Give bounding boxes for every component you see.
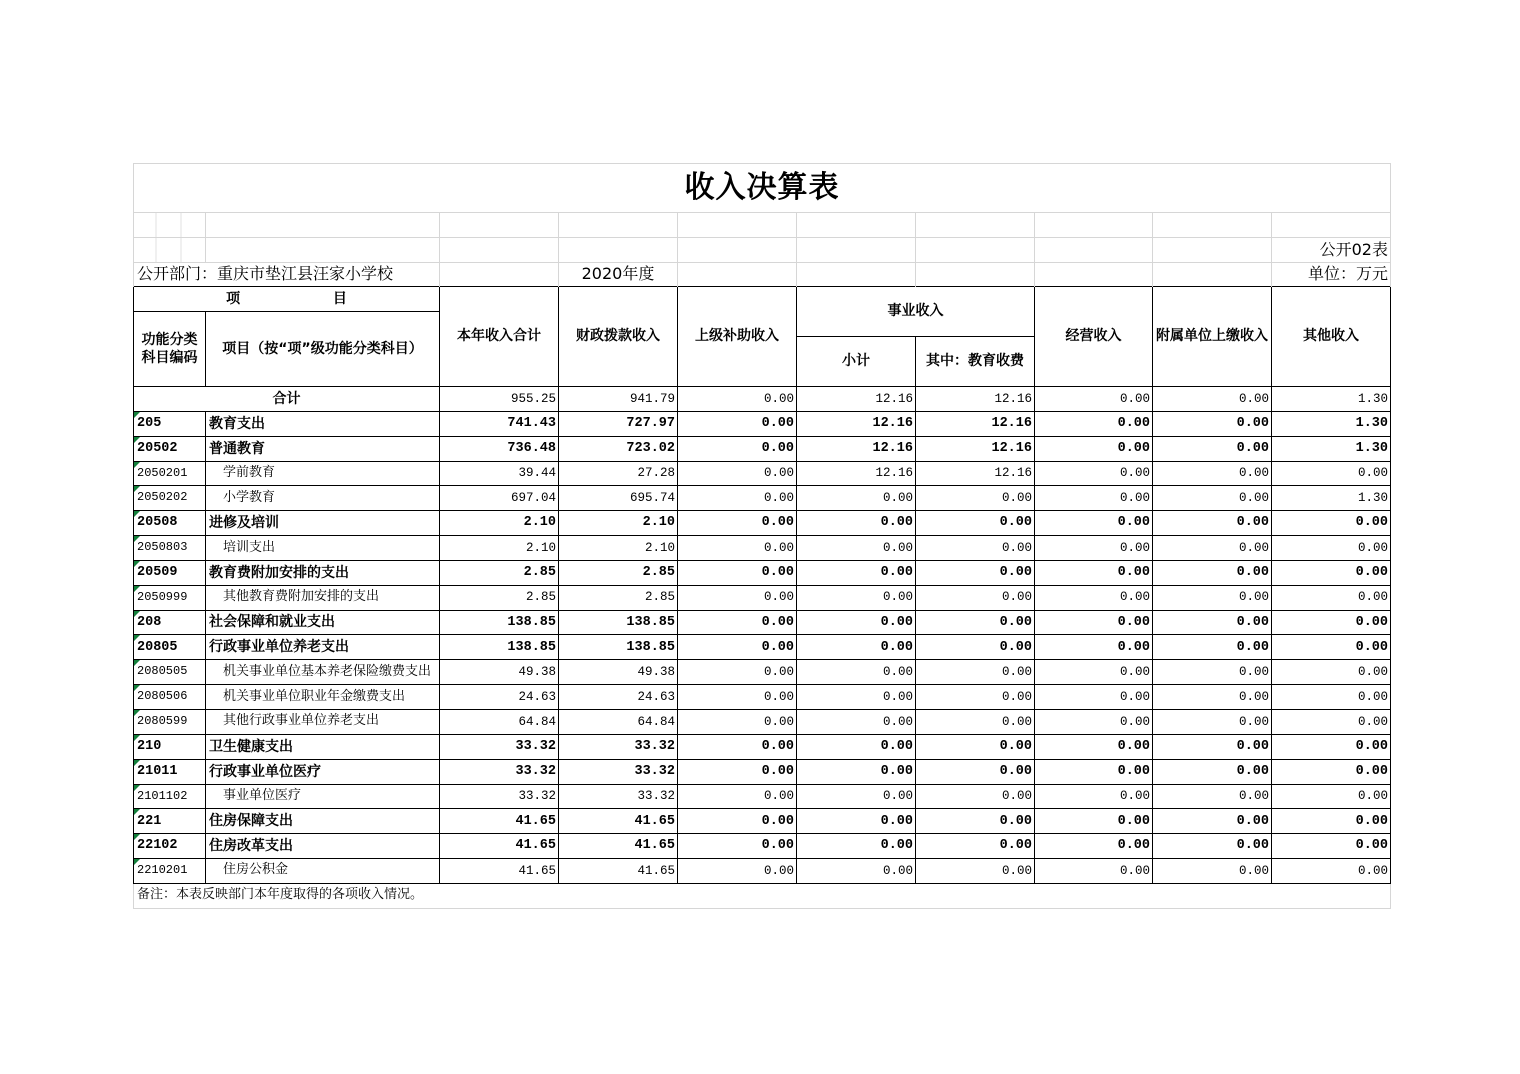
row-value: 33.32	[440, 759, 559, 784]
blank-cell	[134, 238, 206, 263]
row-value: 0.00	[1153, 784, 1272, 809]
table-title: 收入决算表	[134, 164, 1391, 213]
row-value: 0.00	[1272, 784, 1391, 809]
row-value: 0.00	[1272, 759, 1391, 784]
row-value: 0.00	[678, 809, 797, 834]
row-value: 0.00	[797, 486, 916, 511]
row-value: 39.44	[440, 461, 559, 486]
row-value: 1.30	[1272, 486, 1391, 511]
row-code: 20508	[134, 511, 206, 536]
row-value: 0.00	[1153, 486, 1272, 511]
row-value: 0.00	[1153, 759, 1272, 784]
row-value: 0.00	[1153, 635, 1272, 660]
form-number-row	[134, 238, 1391, 263]
table-row	[134, 859, 1391, 884]
blank-row	[134, 213, 1391, 238]
row-value: 41.65	[559, 809, 678, 834]
row-value: 0.00	[1153, 834, 1272, 859]
row-value: 0.00	[916, 486, 1035, 511]
row-code: 2210201	[134, 859, 206, 884]
blank-cell	[916, 263, 1035, 287]
row-value: 49.38	[559, 660, 678, 685]
row-value: 0.00	[1272, 560, 1391, 585]
row-value: 0.00	[797, 859, 916, 884]
blank-cell	[134, 213, 206, 238]
header-business-income: 事业收入	[797, 287, 1035, 337]
row-value: 0.00	[1035, 436, 1153, 461]
row-value: 0.00	[678, 859, 797, 884]
row-value: 138.85	[440, 635, 559, 660]
row-value: 2.85	[440, 585, 559, 610]
blank-cell	[678, 238, 797, 263]
row-name: 住房公积金	[206, 859, 440, 884]
row-value: 0.00	[678, 560, 797, 585]
row-name: 普通教育	[206, 436, 440, 461]
row-value: 0.00	[797, 685, 916, 710]
row-value: 0.00	[1272, 685, 1391, 710]
row-value: 33.32	[440, 734, 559, 759]
row-value: 0.00	[1153, 461, 1272, 486]
row-value: 0.00	[1272, 859, 1391, 884]
row-value: 0.00	[678, 486, 797, 511]
row-value: 0.00	[1272, 809, 1391, 834]
row-value: 0.00	[1035, 809, 1153, 834]
row-value: 0.00	[678, 784, 797, 809]
row-value: 0.00	[797, 734, 916, 759]
table-note: 备注：本表反映部门本年度取得的各项收入情况。	[134, 883, 1391, 908]
blank-cell	[916, 213, 1035, 238]
row-value: 138.85	[559, 610, 678, 635]
blank-cell	[440, 238, 559, 263]
row-value: 0.00	[916, 585, 1035, 610]
row-value: 0.00	[678, 511, 797, 536]
total-value: 12.16	[916, 387, 1035, 412]
row-value: 0.00	[678, 610, 797, 635]
row-value: 0.00	[678, 685, 797, 710]
blank-cell	[440, 213, 559, 238]
row-value: 0.00	[916, 610, 1035, 635]
row-value: 0.00	[916, 560, 1035, 585]
row-value: 24.63	[440, 685, 559, 710]
table-rows	[134, 411, 1391, 883]
row-value: 0.00	[916, 511, 1035, 536]
row-value: 0.00	[678, 461, 797, 486]
department-label: 公开部门：重庆市垫江县汪家小学校	[134, 263, 440, 287]
row-value: 0.00	[1153, 734, 1272, 759]
department-row	[134, 263, 1391, 287]
row-name: 机关事业单位职业年金缴费支出	[206, 685, 440, 710]
header-education-fees: 其中：教育收费	[916, 337, 1035, 387]
blank-cell	[678, 213, 797, 238]
row-value: 0.00	[1035, 759, 1153, 784]
blank-cell	[206, 238, 440, 263]
header-fiscal-allocation: 财政拨款收入	[559, 287, 678, 387]
row-value: 0.00	[1035, 560, 1153, 585]
blank-cell	[559, 238, 678, 263]
row-value: 12.16	[797, 411, 916, 436]
table-row	[134, 536, 1391, 561]
row-value: 12.16	[916, 436, 1035, 461]
row-value: 0.00	[1153, 610, 1272, 635]
row-value: 0.00	[1153, 660, 1272, 685]
row-value: 0.00	[916, 709, 1035, 734]
table-row	[134, 809, 1391, 834]
row-value: 2.10	[559, 511, 678, 536]
row-name: 小学教育	[206, 486, 440, 511]
row-value: 0.00	[1035, 610, 1153, 635]
row-value: 697.04	[440, 486, 559, 511]
row-value: 0.00	[797, 511, 916, 536]
row-value: 0.00	[1272, 461, 1391, 486]
table-row	[134, 709, 1391, 734]
row-value: 0.00	[916, 685, 1035, 710]
table-row	[134, 511, 1391, 536]
total-value: 1.30	[1272, 387, 1391, 412]
total-value: 955.25	[440, 387, 559, 412]
table-row	[134, 610, 1391, 635]
total-value: 0.00	[678, 387, 797, 412]
row-value: 0.00	[916, 834, 1035, 859]
row-value: 0.00	[916, 859, 1035, 884]
row-value: 41.65	[440, 834, 559, 859]
header-code: 功能分类 科目编码	[134, 312, 206, 387]
blank-cell	[916, 238, 1035, 263]
row-value: 0.00	[1035, 859, 1153, 884]
table-row	[134, 585, 1391, 610]
table-header	[134, 287, 1391, 387]
row-value: 0.00	[1035, 585, 1153, 610]
row-value: 0.00	[916, 635, 1035, 660]
blank-cell	[1153, 213, 1272, 238]
row-value: 33.32	[559, 784, 678, 809]
row-value: 0.00	[1272, 635, 1391, 660]
row-code: 208	[134, 610, 206, 635]
row-value: 0.00	[797, 560, 916, 585]
row-value: 0.00	[1153, 859, 1272, 884]
total-row	[134, 387, 1391, 412]
row-value: 0.00	[1272, 511, 1391, 536]
row-value: 0.00	[916, 734, 1035, 759]
row-value: 1.30	[1272, 436, 1391, 461]
row-value: 723.02	[559, 436, 678, 461]
row-name: 事业单位医疗	[206, 784, 440, 809]
row-value: 0.00	[1153, 411, 1272, 436]
row-value: 12.16	[916, 461, 1035, 486]
row-code: 20509	[134, 560, 206, 585]
row-value: 0.00	[1153, 709, 1272, 734]
row-value: 0.00	[678, 585, 797, 610]
form-number: 公开02表	[1272, 238, 1391, 263]
table-row	[134, 834, 1391, 859]
row-value: 0.00	[1035, 834, 1153, 859]
header-subsidiary-remittance: 附属单位上缴收入	[1153, 287, 1272, 387]
row-value: 41.65	[440, 809, 559, 834]
fiscal-year: 2020年度	[559, 263, 678, 287]
row-value: 12.16	[797, 461, 916, 486]
row-value: 138.85	[440, 610, 559, 635]
blank-cell	[1153, 263, 1272, 287]
total-label: 合计	[134, 387, 440, 412]
row-value: 0.00	[916, 759, 1035, 784]
row-value: 0.00	[1035, 511, 1153, 536]
row-value: 2.10	[440, 511, 559, 536]
blank-cell	[797, 213, 916, 238]
row-code: 2101102	[134, 784, 206, 809]
row-value: 0.00	[916, 809, 1035, 834]
row-name: 教育费附加安排的支出	[206, 560, 440, 585]
row-value: 736.48	[440, 436, 559, 461]
row-value: 0.00	[1035, 685, 1153, 710]
row-value: 0.00	[1272, 834, 1391, 859]
blank-cell	[1153, 238, 1272, 263]
row-value: 0.00	[1035, 536, 1153, 561]
row-code: 2050201	[134, 461, 206, 486]
row-value: 0.00	[1035, 784, 1153, 809]
row-name: 教育支出	[206, 411, 440, 436]
row-value: 41.65	[559, 859, 678, 884]
row-code: 2080505	[134, 660, 206, 685]
blank-cell	[797, 238, 916, 263]
row-code: 20502	[134, 436, 206, 461]
row-value: 0.00	[678, 759, 797, 784]
row-value: 0.00	[1035, 734, 1153, 759]
row-value: 0.00	[797, 784, 916, 809]
row-value: 24.63	[559, 685, 678, 710]
table-row	[134, 685, 1391, 710]
table-row	[134, 486, 1391, 511]
blank-cell	[678, 263, 797, 287]
header-item-group: 项 目	[134, 287, 440, 312]
row-value: 0.00	[1153, 585, 1272, 610]
row-value: 64.84	[440, 709, 559, 734]
table-row	[134, 784, 1391, 809]
row-value: 2.10	[440, 536, 559, 561]
row-value: 0.00	[1272, 734, 1391, 759]
row-value: 0.00	[797, 635, 916, 660]
row-value: 0.00	[1035, 486, 1153, 511]
table-row	[134, 734, 1391, 759]
table-row	[134, 759, 1391, 784]
blank-cell	[797, 263, 916, 287]
row-value: 33.32	[440, 784, 559, 809]
row-value: 0.00	[797, 536, 916, 561]
row-value: 0.00	[1153, 536, 1272, 561]
blank-cell	[559, 213, 678, 238]
header-business-subtotal: 小计	[797, 337, 916, 387]
row-value: 0.00	[797, 809, 916, 834]
row-code: 2080506	[134, 685, 206, 710]
table-body	[134, 387, 1391, 412]
row-value: 727.97	[559, 411, 678, 436]
table-row	[134, 436, 1391, 461]
row-value: 0.00	[1153, 560, 1272, 585]
table-row	[134, 560, 1391, 585]
header-superior-subsidy: 上级补助收入	[678, 287, 797, 387]
row-value: 0.00	[797, 709, 916, 734]
header-total-income: 本年收入合计	[440, 287, 559, 387]
row-value: 741.43	[440, 411, 559, 436]
row-name: 学前教育	[206, 461, 440, 486]
table-row	[134, 635, 1391, 660]
row-value: 0.00	[1272, 660, 1391, 685]
row-value: 0.00	[678, 536, 797, 561]
total-value: 941.79	[559, 387, 678, 412]
row-value: 49.38	[440, 660, 559, 685]
table-row	[134, 411, 1391, 436]
header-item-name: 项目（按“项”级功能分类科目）	[206, 312, 440, 387]
table-row	[134, 461, 1391, 486]
row-value: 2.10	[559, 536, 678, 561]
row-value: 0.00	[797, 660, 916, 685]
row-value: 2.85	[559, 560, 678, 585]
row-name: 其他教育费附加安排的支出	[206, 585, 440, 610]
row-value: 27.28	[559, 461, 678, 486]
total-value: 0.00	[1035, 387, 1153, 412]
title-row	[134, 164, 1391, 213]
blank-cell	[1035, 213, 1153, 238]
row-name: 培训支出	[206, 536, 440, 561]
row-name: 卫生健康支出	[206, 734, 440, 759]
header-row	[134, 287, 1391, 312]
row-value: 12.16	[797, 436, 916, 461]
row-value: 0.00	[916, 536, 1035, 561]
row-value: 695.74	[559, 486, 678, 511]
row-value: 0.00	[797, 585, 916, 610]
blank-cell	[206, 213, 440, 238]
total-value: 12.16	[797, 387, 916, 412]
row-value: 0.00	[1035, 411, 1153, 436]
row-value: 138.85	[559, 635, 678, 660]
row-value: 0.00	[1272, 610, 1391, 635]
row-code: 221	[134, 809, 206, 834]
unit-label: 单位：万元	[1272, 263, 1391, 287]
row-value: 33.32	[559, 759, 678, 784]
table-row	[134, 660, 1391, 685]
row-name: 行政事业单位养老支出	[206, 635, 440, 660]
row-value: 0.00	[1153, 511, 1272, 536]
blank-cell	[1035, 263, 1153, 287]
blank-cell	[1272, 213, 1391, 238]
row-code: 22102	[134, 834, 206, 859]
row-value: 0.00	[1035, 660, 1153, 685]
header-other-income: 其他收入	[1272, 287, 1391, 387]
row-value: 0.00	[1272, 709, 1391, 734]
row-value: 0.00	[678, 709, 797, 734]
row-value: 64.84	[559, 709, 678, 734]
header-operating-income: 经营收入	[1035, 287, 1153, 387]
row-name: 社会保障和就业支出	[206, 610, 440, 635]
row-value: 0.00	[1035, 461, 1153, 486]
row-code: 210	[134, 734, 206, 759]
row-value: 33.32	[559, 734, 678, 759]
row-value: 0.00	[678, 635, 797, 660]
row-name: 住房改革支出	[206, 834, 440, 859]
row-value: 0.00	[1153, 436, 1272, 461]
row-name: 住房保障支出	[206, 809, 440, 834]
row-value: 12.16	[916, 411, 1035, 436]
row-value: 2.85	[559, 585, 678, 610]
row-value: 0.00	[916, 660, 1035, 685]
row-code: 2050803	[134, 536, 206, 561]
note-row	[134, 883, 1391, 908]
row-name: 机关事业单位基本养老保险缴费支出	[206, 660, 440, 685]
row-code: 21011	[134, 759, 206, 784]
row-value: 41.65	[440, 859, 559, 884]
row-name: 进修及培训	[206, 511, 440, 536]
row-value: 0.00	[1153, 685, 1272, 710]
total-value: 0.00	[1153, 387, 1272, 412]
row-value: 1.30	[1272, 411, 1391, 436]
row-value: 0.00	[1272, 536, 1391, 561]
blank-cell	[1035, 238, 1153, 263]
row-value: 0.00	[797, 834, 916, 859]
row-value: 0.00	[797, 759, 916, 784]
row-code: 2080599	[134, 709, 206, 734]
row-name: 行政事业单位医疗	[206, 759, 440, 784]
row-value: 0.00	[678, 660, 797, 685]
row-value: 0.00	[1153, 809, 1272, 834]
row-code: 205	[134, 411, 206, 436]
row-value: 0.00	[797, 610, 916, 635]
row-value: 0.00	[1272, 585, 1391, 610]
row-code: 20805	[134, 635, 206, 660]
row-value: 0.00	[678, 411, 797, 436]
row-value: 0.00	[678, 436, 797, 461]
row-value: 2.85	[440, 560, 559, 585]
blank-cell	[440, 263, 559, 287]
row-code: 2050202	[134, 486, 206, 511]
row-value: 41.65	[559, 834, 678, 859]
row-value: 0.00	[1035, 709, 1153, 734]
row-value: 0.00	[678, 734, 797, 759]
row-value: 0.00	[916, 784, 1035, 809]
row-value: 0.00	[678, 834, 797, 859]
income-statement-table	[133, 163, 1391, 909]
row-code: 2050999	[134, 585, 206, 610]
row-value: 0.00	[1035, 635, 1153, 660]
row-name: 其他行政事业单位养老支出	[206, 709, 440, 734]
